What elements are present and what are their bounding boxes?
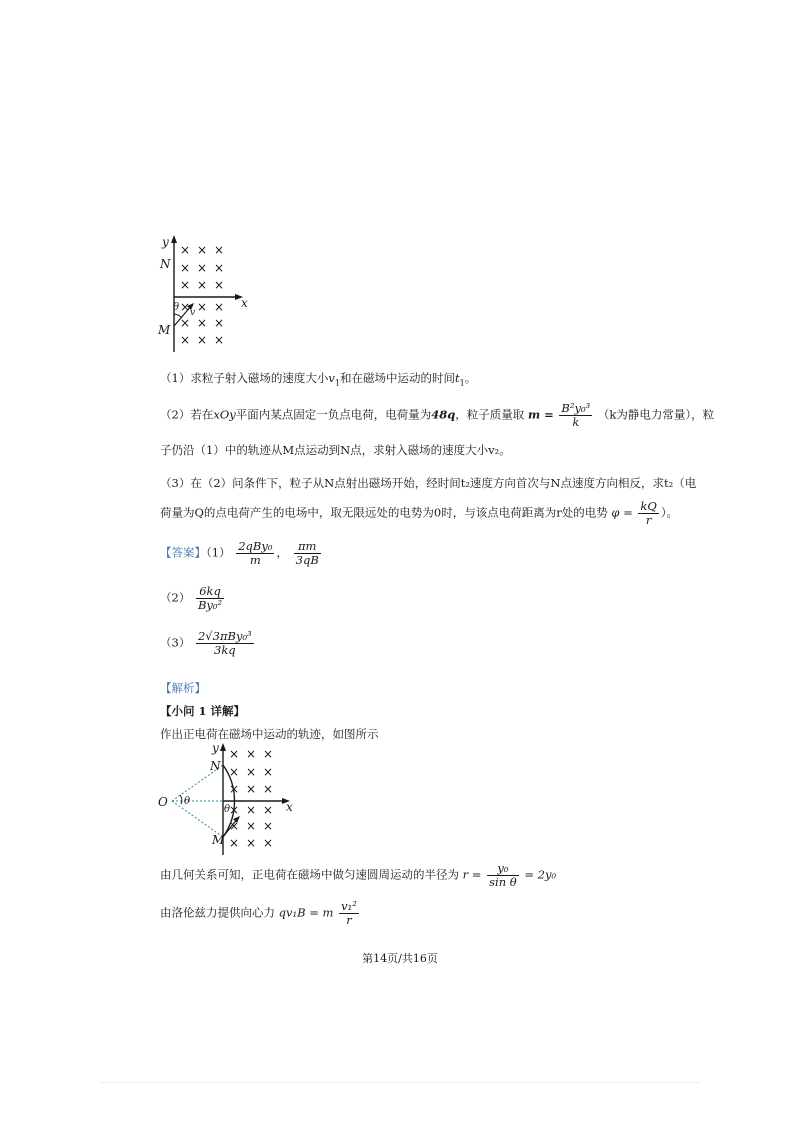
q2-mass-num: B²y₀³ bbox=[561, 401, 591, 415]
field-cross: × bbox=[214, 300, 225, 314]
q2-text-a: （2）若在 bbox=[160, 407, 214, 422]
q1-t: t bbox=[454, 371, 460, 385]
field-cross: × bbox=[246, 836, 257, 850]
radius-to-m bbox=[172, 801, 223, 837]
field-cross: × bbox=[229, 782, 240, 796]
q3-phi-eq: φ = bbox=[611, 505, 633, 520]
answer-2-num: 6kq bbox=[196, 585, 224, 599]
lorentz-num: v₁² bbox=[341, 899, 357, 913]
field-cross: × bbox=[197, 261, 208, 275]
lorentz-eq: qv₁B = m bbox=[278, 905, 334, 920]
question-1 bbox=[160, 370, 476, 387]
answer-1-separator: ， bbox=[276, 545, 288, 560]
q3-line1: （3）在（2）问条件下，粒子从N点射出磁场开始，经时间t₂速度方向首次与N点速度方向相反，求t₂（电 bbox=[160, 476, 697, 490]
answer-3-num: 2√3πBy₀³ bbox=[197, 629, 252, 643]
field-cross: × bbox=[229, 765, 240, 779]
field-cross: × bbox=[214, 333, 225, 347]
question-3-line1 bbox=[160, 475, 696, 491]
field-cross: × bbox=[197, 316, 208, 330]
field-cross: × bbox=[246, 782, 257, 796]
analysis-tag: 【解析】 bbox=[160, 681, 206, 695]
field-cross: × bbox=[214, 316, 225, 330]
field-cross: × bbox=[263, 836, 274, 850]
analysis-subheading: 【小问 1 详解】 bbox=[160, 704, 246, 718]
answer-tag: 【答案】 bbox=[160, 545, 206, 560]
answer-3 bbox=[160, 630, 256, 657]
field-cross: × bbox=[229, 803, 240, 817]
field-cross: × bbox=[197, 278, 208, 292]
q2-text-d: （k为静电力常量），粒 bbox=[597, 407, 715, 422]
theta-label-m: θ bbox=[224, 804, 231, 815]
geometry-text: 由几何关系可知，正电荷在磁场中做匀速圆周运动的半径为 bbox=[160, 867, 459, 882]
field-cross: × bbox=[246, 819, 257, 833]
field-cross: × bbox=[246, 803, 257, 817]
q3-phi-num: kQ bbox=[640, 499, 657, 513]
answer-1 bbox=[160, 540, 323, 567]
q1-v: v bbox=[328, 371, 335, 385]
answer-1-f1-den: m bbox=[249, 553, 261, 568]
field-cross: × bbox=[197, 333, 208, 347]
field-cross: × bbox=[263, 782, 274, 796]
q1-text-c: 。 bbox=[464, 371, 477, 385]
field-cross: × bbox=[246, 747, 257, 761]
field-cross: × bbox=[263, 819, 274, 833]
q3-phi-fraction bbox=[638, 500, 658, 527]
answer-2-fraction bbox=[196, 585, 224, 612]
answer-3-den: 3kq bbox=[214, 643, 236, 658]
field-cross: × bbox=[214, 243, 225, 257]
field-cross: × bbox=[229, 836, 240, 850]
field-cross: × bbox=[246, 765, 257, 779]
q1-v-sub: 1 bbox=[334, 378, 340, 388]
theta-arc-o bbox=[180, 795, 182, 804]
q3-text-a: 荷量为Q的点电荷产生的电场中，取无限远处的电势为0时，与该点电荷距离为r处的电势 bbox=[160, 505, 608, 520]
question-2-line1 bbox=[160, 402, 714, 429]
geometry-fraction bbox=[487, 862, 519, 889]
q3-phi-den: r bbox=[645, 513, 652, 528]
page-number: 第14页/共16页 bbox=[362, 952, 438, 965]
analysis-geometry bbox=[160, 862, 556, 889]
field-cross: × bbox=[263, 765, 274, 779]
theta-label-o: θ bbox=[184, 796, 191, 807]
y-axis-label: y bbox=[162, 235, 169, 249]
geometry-den: sin θ bbox=[489, 875, 517, 890]
point-n-label: N bbox=[210, 759, 221, 773]
answer-3-fraction bbox=[196, 630, 254, 657]
q2-charge: 48q bbox=[431, 407, 456, 422]
field-cross: × bbox=[214, 261, 225, 275]
q1-t-sub: 1 bbox=[459, 378, 465, 388]
answer-2-den: By₀² bbox=[197, 598, 223, 613]
field-cross: × bbox=[180, 300, 191, 314]
field-cross: × bbox=[263, 747, 274, 761]
answer-1-fraction-2 bbox=[294, 540, 321, 567]
answer-1-f2-num: πm bbox=[294, 540, 321, 554]
q2-line2: 子仍沿（1）中的轨迹从M点运动到N点，求射入磁场的速度大小v₂。 bbox=[160, 443, 511, 457]
analysis-intro: 作出正电荷在磁场中运动的轨迹，如图所示 bbox=[160, 727, 379, 741]
lorentz-text: 由洛伦兹力提供向心力 bbox=[160, 905, 275, 920]
answer-1-fraction-1 bbox=[236, 540, 274, 567]
point-o-label: O bbox=[158, 795, 168, 809]
q2-mass-fraction bbox=[559, 402, 592, 429]
geometry-result: = 2y₀ bbox=[524, 867, 557, 882]
field-cross: × bbox=[263, 803, 274, 817]
q1-text-a: （1）求粒子射入磁场的速度大小 bbox=[160, 371, 329, 385]
answer-2 bbox=[160, 585, 226, 612]
q2-xoy: xOy bbox=[213, 407, 236, 422]
field-cross: × bbox=[180, 278, 191, 292]
figure-trajectory-2 bbox=[150, 740, 310, 860]
field-cross: × bbox=[180, 333, 191, 347]
answer-1-label: （1） bbox=[206, 545, 231, 560]
x-axis-label: x bbox=[286, 800, 293, 814]
scan-edge-line bbox=[100, 1082, 700, 1083]
field-cross: × bbox=[180, 261, 191, 275]
q2-text-b: 平面内某点固定一负点电荷，电荷量为 bbox=[235, 407, 432, 422]
y-axis-label: y bbox=[212, 741, 219, 755]
point-m-label: M bbox=[158, 323, 171, 337]
answer-2-label: （2） bbox=[160, 590, 191, 605]
answer-1-f1-num: 2qBy₀ bbox=[238, 539, 273, 553]
answer-1-f2-den: 3qB bbox=[295, 553, 319, 568]
field-cross: × bbox=[197, 300, 208, 314]
field-cross: × bbox=[214, 278, 225, 292]
lorentz-den: r bbox=[346, 913, 352, 928]
field-cross: × bbox=[229, 819, 240, 833]
field-cross: × bbox=[180, 243, 191, 257]
geometry-r-eq: r = bbox=[462, 867, 482, 882]
q2-mass-eq: m = bbox=[527, 407, 554, 422]
geometry-num: y₀ bbox=[487, 862, 519, 876]
field-cross: × bbox=[229, 747, 240, 761]
point-m-label: M bbox=[212, 833, 225, 847]
lorentz-fraction bbox=[339, 900, 359, 927]
field-cross: × bbox=[180, 316, 191, 330]
figure-magnetic-field-1 bbox=[150, 232, 260, 357]
q3-text-b: ）。 bbox=[660, 505, 679, 520]
question-2-line2 bbox=[160, 442, 511, 458]
analysis-lorentz bbox=[160, 900, 361, 927]
q2-text-c: ，粒子质量取 bbox=[455, 407, 525, 422]
velocity-label: v bbox=[190, 308, 196, 318]
answer-3-label: （3） bbox=[160, 635, 191, 650]
y-axis-arrow bbox=[171, 235, 177, 243]
point-n-label: N bbox=[160, 257, 171, 271]
y-axis-arrow bbox=[220, 743, 226, 751]
q1-text-b: 和在磁场中运动的时间 bbox=[339, 371, 455, 385]
q2-mass-den: k bbox=[572, 415, 580, 430]
theta-label: θ bbox=[173, 302, 180, 313]
x-axis-label: x bbox=[241, 296, 248, 310]
field-cross: × bbox=[197, 243, 208, 257]
question-3-line2 bbox=[160, 500, 678, 527]
